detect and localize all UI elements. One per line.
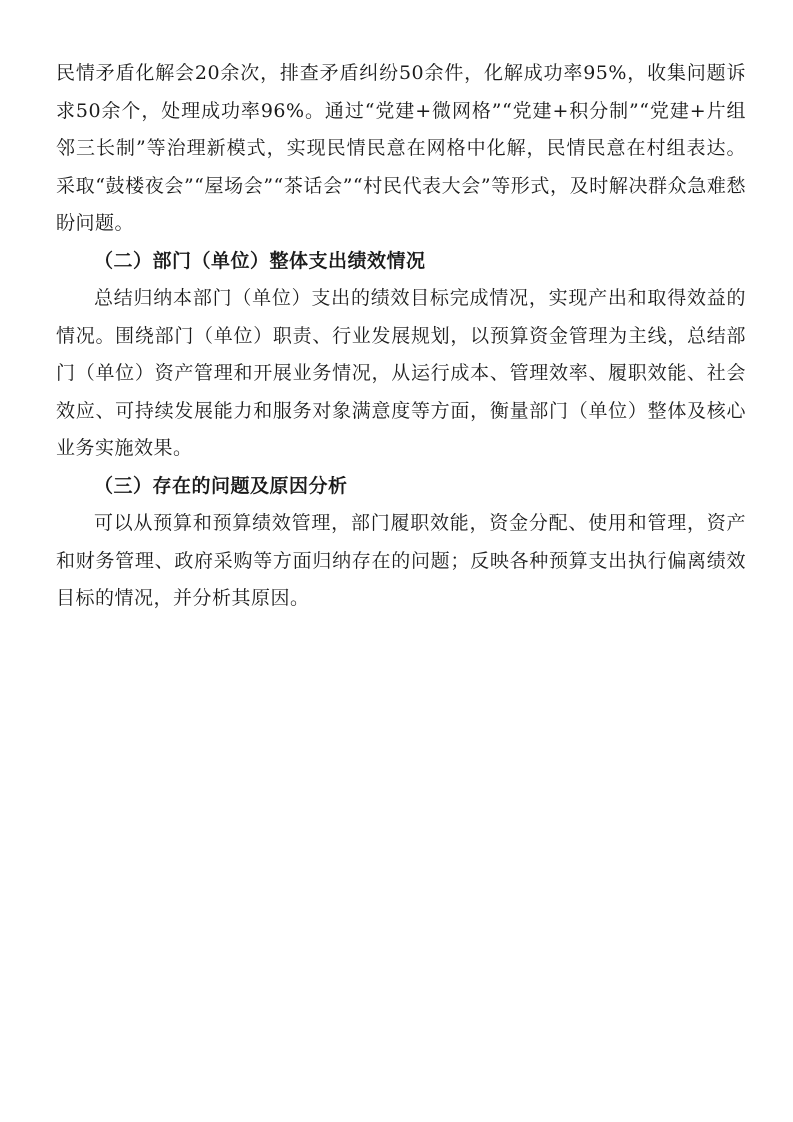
paragraph-problems-analysis: 可以从预算和预算绩效管理，部门履职效能，资金分配、使用和管理，资产和财务管理、政府采购等方面归纳存在的问题；反映各种预算支出执行偏离绩效目标的情况，并分析其原因。: [56, 512, 746, 609]
section-heading-problems-analysis: （三）存在的问题及原因分析: [94, 474, 348, 497]
paragraph-overall-performance: 总结归纳本部门（单位）支出的绩效目标完成情况，实现产出和取得效益的情况。围绕部门（单位）职责、行业发展规划，以预算资金管理为主线，总结部门（单位）资产管理和开展业务情况，从运行成本、管理效率、履职效能、社会效应、可持续发展能力和服务对象满意度等方面，衡量部门（单位）整体及核心业务实施效果。: [56, 287, 746, 459]
paragraph-grassroots-governance: 民情矛盾化解会20余次，排查矛盾纠纷50余件，化解成功率95%，收集问题诉求50余个，处理成功率96%。通过“党建+微网格”“党建+积分制”“党建+片组邻三长制”等治理新模式，实现民情民意在网格中化解，民情民意在村组表达。采取“鼓楼夜会”“屋场会”“茶话会”“村民代表大会”等形式，及时解决群众急难愁盼问题。: [56, 62, 746, 234]
document-body: [56, 55, 746, 618]
section-heading-overall-performance: （二）部门（单位）整体支出绩效情况: [94, 249, 426, 272]
